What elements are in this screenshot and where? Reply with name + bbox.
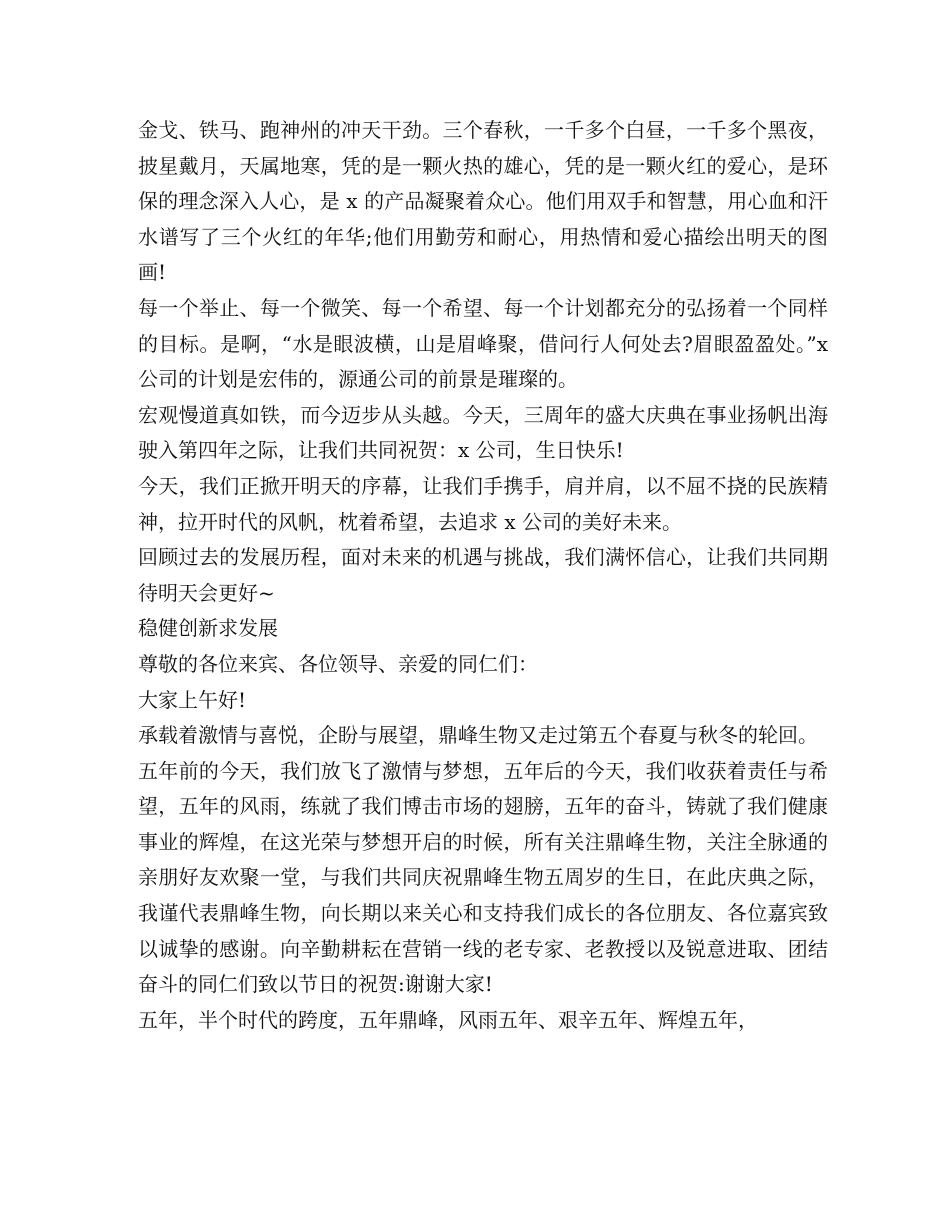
- section-heading: 稳健创新求发展: [138, 616, 278, 641]
- paragraph-9: 承载着激情与喜悦，企盼与展望，鼎峰生物又走过第五个春夏与秋冬的轮回。: [138, 723, 818, 748]
- salutation: 尊敬的各位来宾、各位领导、亲爱的同仁们：: [138, 651, 538, 676]
- paragraph-4: 今天，我们正掀开明天的序幕，让我们手携手，肩并肩，以不屈不挠的民族精神，拉开时代的风帆，枕着希望，去追求 x 公司的美好未来。: [138, 473, 828, 534]
- paragraph-10: 五年前的今天，我们放飞了激情与梦想，五年后的今天，我们收获着责任与希望，五年的风雨，练就了我们博击市场的翅膀，五年的奋斗，铸就了我们健康事业的辉煌，在这光荣与梦想开启的时候，所有关注鼎峰生物，关注全脉通的亲朋好友欢聚一堂，与我们共同庆祝鼎峰生物五周岁的生日，在此庆典之际，我谨代表鼎峰生物，向长期以来关心和支持我们成长的各位朋友、各位嘉宾致以诚挚的感谢。向辛勤耕耘在营销一线的老专家、老教授以及锐意进取、团结奋斗的同仁们致以节日的祝贺:谢谢大家!: [138, 758, 828, 997]
- paragraph-11: 五年，半个时代的跨度，五年鼎峰，风雨五年、艰辛五年、辉煌五年，: [138, 1007, 758, 1032]
- paragraph-5: 回顾过去的发展历程，面对未来的机遇与挑战，我们满怀信心，让我们共同期待明天会更好~: [138, 545, 828, 605]
- document-body: [138, 113, 828, 1038]
- paragraph-3: 宏观慢道真如铁，而今迈步从头越。今天，三周年的盛大庆典在事业扬帆出海驶入第四年之际，让我们共同祝贺：x 公司，生日快乐!: [138, 402, 828, 463]
- greeting: 大家上午好!: [138, 687, 247, 712]
- paragraph-1: 金戈、铁马、跑神州的冲天干劲。三个春秋，一千多个白昼，一千多个黑夜，披星戴月，天属地寒，凭的是一颗火热的雄心，凭的是一颗火红的爱心，是环保的理念深入人心，是 x 的产品凝聚着众心。他们用双手和智慧，用心血和汗水谱写了三个火红的年华;他们用勤劳和耐心，用热情和爱心描绘出明天的图画!: [138, 118, 828, 285]
- paragraph-2: 每一个举止、每一个微笑、每一个希望、每一个计划都充分的弘扬着一个同样的目标。是啊，“水是眼波横，山是眉峰聚，借问行人何处去?眉眼盈盈处。”x 公司的计划是宏伟的，源通公司的前景是璀璨的。: [138, 295, 828, 392]
